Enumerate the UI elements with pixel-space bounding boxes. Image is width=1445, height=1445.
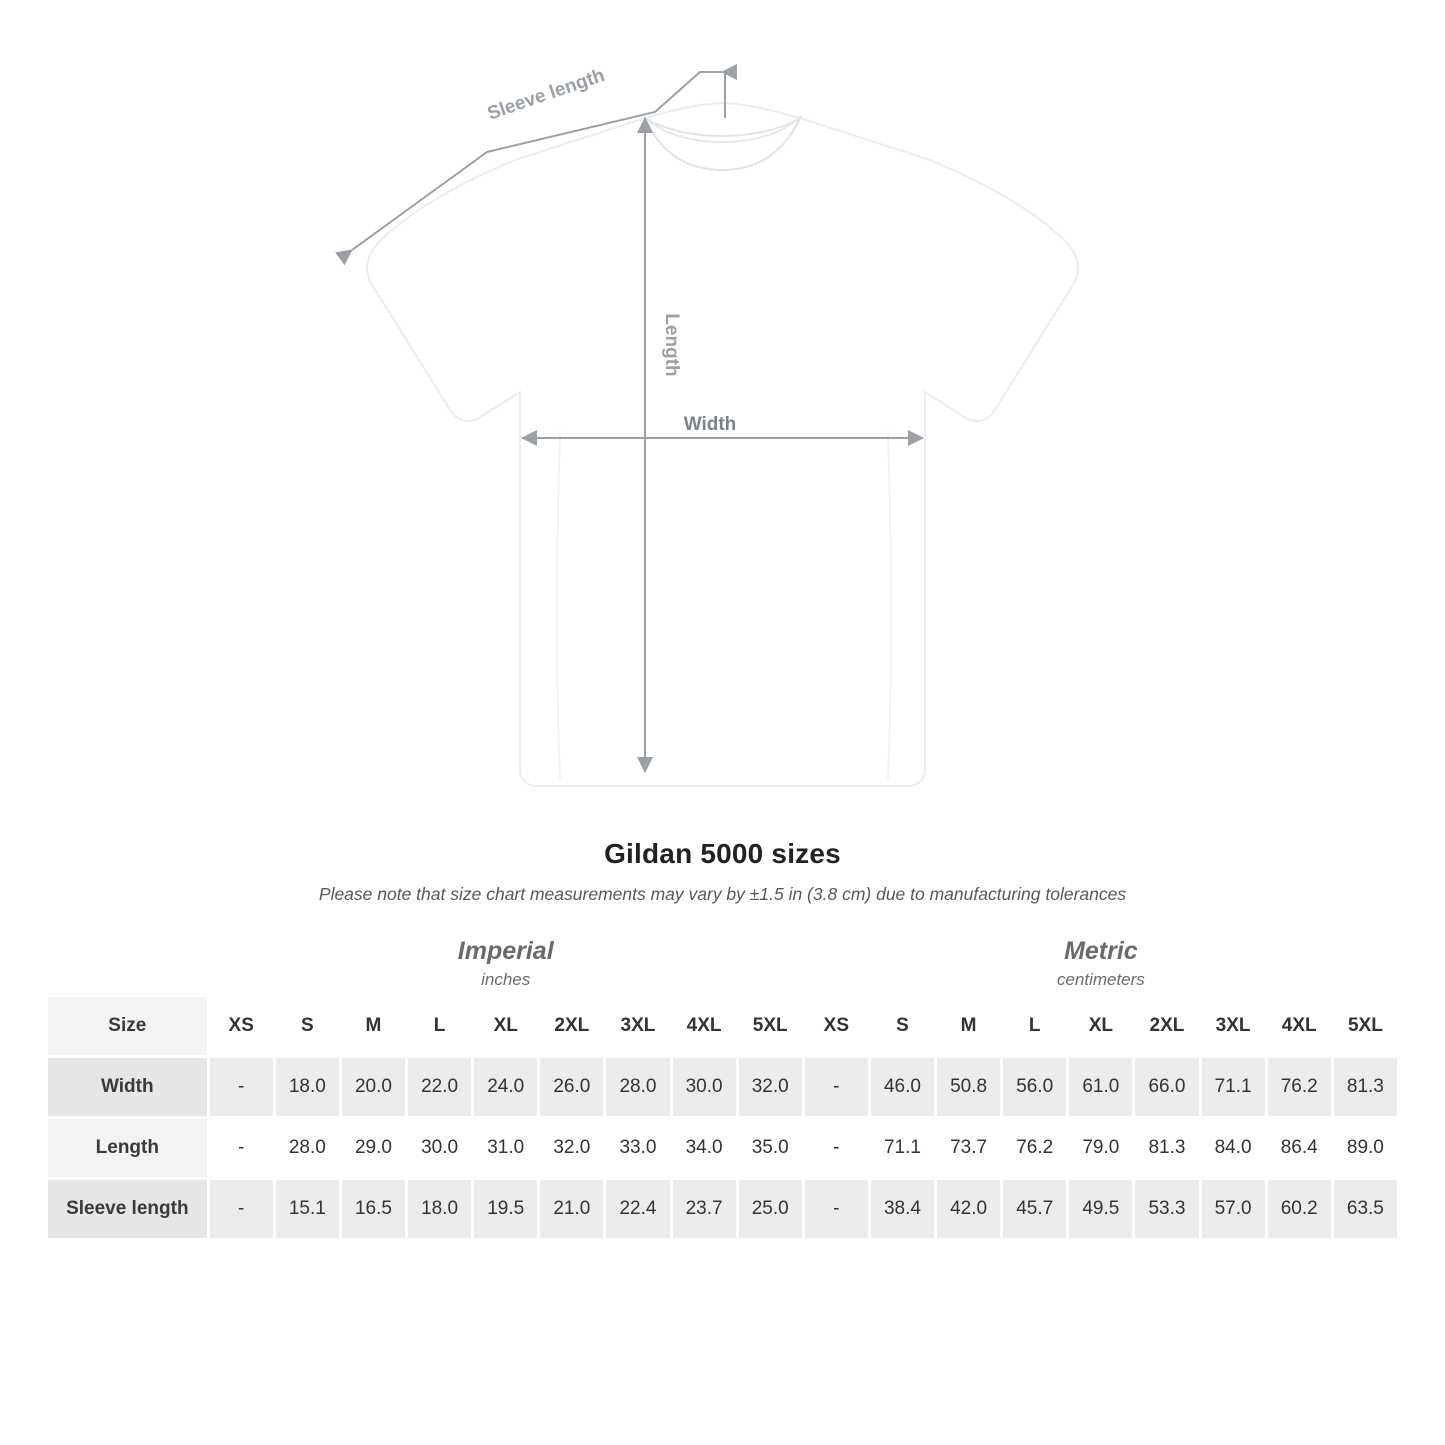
cell-imperial: 16.5 <box>340 1179 406 1240</box>
cell-imperial: 32.0 <box>737 1057 803 1118</box>
column-header-metric-s: S <box>869 996 935 1057</box>
cell-metric: 49.5 <box>1068 1179 1134 1240</box>
tshirt-shape <box>367 103 1078 786</box>
cell-metric: 50.8 <box>936 1057 1002 1118</box>
cell-metric: 73.7 <box>936 1118 1002 1179</box>
unit-group-name: Metric <box>1064 937 1138 966</box>
column-header-metric-l: L <box>1002 996 1068 1057</box>
cell-imperial: 21.0 <box>539 1179 605 1240</box>
cell-imperial: 26.0 <box>539 1057 605 1118</box>
size-header-row <box>47 996 1399 1057</box>
page-title: Gildan 5000 sizes <box>604 838 841 869</box>
column-header-imperial-s: S <box>274 996 340 1057</box>
cell-metric: 61.0 <box>1068 1057 1134 1118</box>
column-header-imperial-4xl: 4XL <box>671 996 737 1057</box>
cell-metric: 57.0 <box>1200 1179 1266 1240</box>
unit-header-row <box>47 935 1399 996</box>
cell-imperial: - <box>208 1118 274 1179</box>
size-table-wrapper <box>45 933 1400 1241</box>
cell-metric: 84.0 <box>1200 1118 1266 1179</box>
row-label-sleeve-length: Sleeve length <box>47 1179 209 1240</box>
column-header-metric-3xl: 3XL <box>1200 996 1266 1057</box>
cell-imperial: 15.1 <box>274 1179 340 1240</box>
column-header-imperial-xl: XL <box>473 996 539 1057</box>
cell-metric: 46.0 <box>869 1057 935 1118</box>
cell-metric: 81.3 <box>1134 1118 1200 1179</box>
cell-metric: - <box>803 1057 869 1118</box>
cell-imperial: 32.0 <box>539 1118 605 1179</box>
cell-imperial: 33.0 <box>605 1118 671 1179</box>
width-label: Width <box>683 414 737 435</box>
cell-metric: 53.3 <box>1134 1179 1200 1240</box>
cell-metric: 79.0 <box>1068 1118 1134 1179</box>
size-header-label: Size <box>47 996 209 1057</box>
cell-imperial: - <box>208 1057 274 1118</box>
cell-imperial: 22.0 <box>407 1057 473 1118</box>
row-label-length: Length <box>47 1118 209 1179</box>
unit-header-blank <box>47 935 209 996</box>
cell-imperial: 28.0 <box>605 1057 671 1118</box>
column-header-imperial-m: M <box>340 996 406 1057</box>
measurement-note: Please note that size chart measurements may vary by ±1.5 in (3.8 cm) due to manufacturing tolerances <box>318 884 1127 904</box>
cell-metric: 71.1 <box>869 1118 935 1179</box>
cell-metric: 42.0 <box>936 1179 1002 1240</box>
column-header-imperial-3xl: 3XL <box>605 996 671 1057</box>
cell-imperial: 18.0 <box>274 1057 340 1118</box>
table-row <box>47 1179 1399 1240</box>
column-header-imperial-l: L <box>407 996 473 1057</box>
cell-metric: 81.3 <box>1332 1057 1398 1118</box>
cell-metric: 63.5 <box>1332 1179 1398 1240</box>
cell-imperial: 29.0 <box>340 1118 406 1179</box>
cell-metric: 38.4 <box>869 1179 935 1240</box>
cell-imperial: 30.0 <box>407 1118 473 1179</box>
cell-metric: - <box>803 1179 869 1240</box>
size-table <box>45 933 1400 1241</box>
cell-imperial: 35.0 <box>737 1118 803 1179</box>
cell-imperial: 19.5 <box>473 1179 539 1240</box>
title-block <box>0 838 1445 905</box>
table-row <box>47 1057 1399 1118</box>
cell-metric: - <box>803 1118 869 1179</box>
unit-group-imperial <box>208 935 803 996</box>
cell-metric: 45.7 <box>1002 1179 1068 1240</box>
cell-imperial: 25.0 <box>737 1179 803 1240</box>
cell-imperial: 23.7 <box>671 1179 737 1240</box>
cell-imperial: 20.0 <box>340 1057 406 1118</box>
unit-group-metric <box>803 935 1398 996</box>
cell-imperial: 28.0 <box>274 1118 340 1179</box>
length-label: Length <box>661 313 682 377</box>
column-header-metric-4xl: 4XL <box>1266 996 1332 1057</box>
column-header-imperial-5xl: 5XL <box>737 996 803 1057</box>
row-label-width: Width <box>47 1057 209 1118</box>
cell-metric: 60.2 <box>1266 1179 1332 1240</box>
cell-metric: 71.1 <box>1200 1057 1266 1118</box>
column-header-imperial-2xl: 2XL <box>539 996 605 1057</box>
cell-metric: 89.0 <box>1332 1118 1398 1179</box>
cell-imperial: 34.0 <box>671 1118 737 1179</box>
unit-group-sub: inches <box>481 969 531 989</box>
cell-imperial: 24.0 <box>473 1057 539 1118</box>
column-header-metric-xs: XS <box>803 996 869 1057</box>
column-header-metric-2xl: 2XL <box>1134 996 1200 1057</box>
column-header-imperial-xs: XS <box>208 996 274 1057</box>
cell-imperial: 22.4 <box>605 1179 671 1240</box>
table-row <box>47 1118 1399 1179</box>
cell-imperial: 30.0 <box>671 1057 737 1118</box>
cell-metric: 86.4 <box>1266 1118 1332 1179</box>
column-header-metric-m: M <box>936 996 1002 1057</box>
cell-metric: 56.0 <box>1002 1057 1068 1118</box>
unit-group-sub: centimeters <box>1056 969 1145 989</box>
unit-group-name: Imperial <box>457 937 554 966</box>
sleeve-length-label: Sleeve length <box>484 64 608 125</box>
column-header-metric-xl: XL <box>1068 996 1134 1057</box>
cell-metric: 76.2 <box>1266 1057 1332 1118</box>
column-header-metric-5xl: 5XL <box>1332 996 1398 1057</box>
cell-metric: 76.2 <box>1002 1118 1068 1179</box>
cell-imperial: - <box>208 1179 274 1240</box>
cell-metric: 66.0 <box>1134 1057 1200 1118</box>
cell-imperial: 18.0 <box>407 1179 473 1240</box>
cell-imperial: 31.0 <box>473 1118 539 1179</box>
